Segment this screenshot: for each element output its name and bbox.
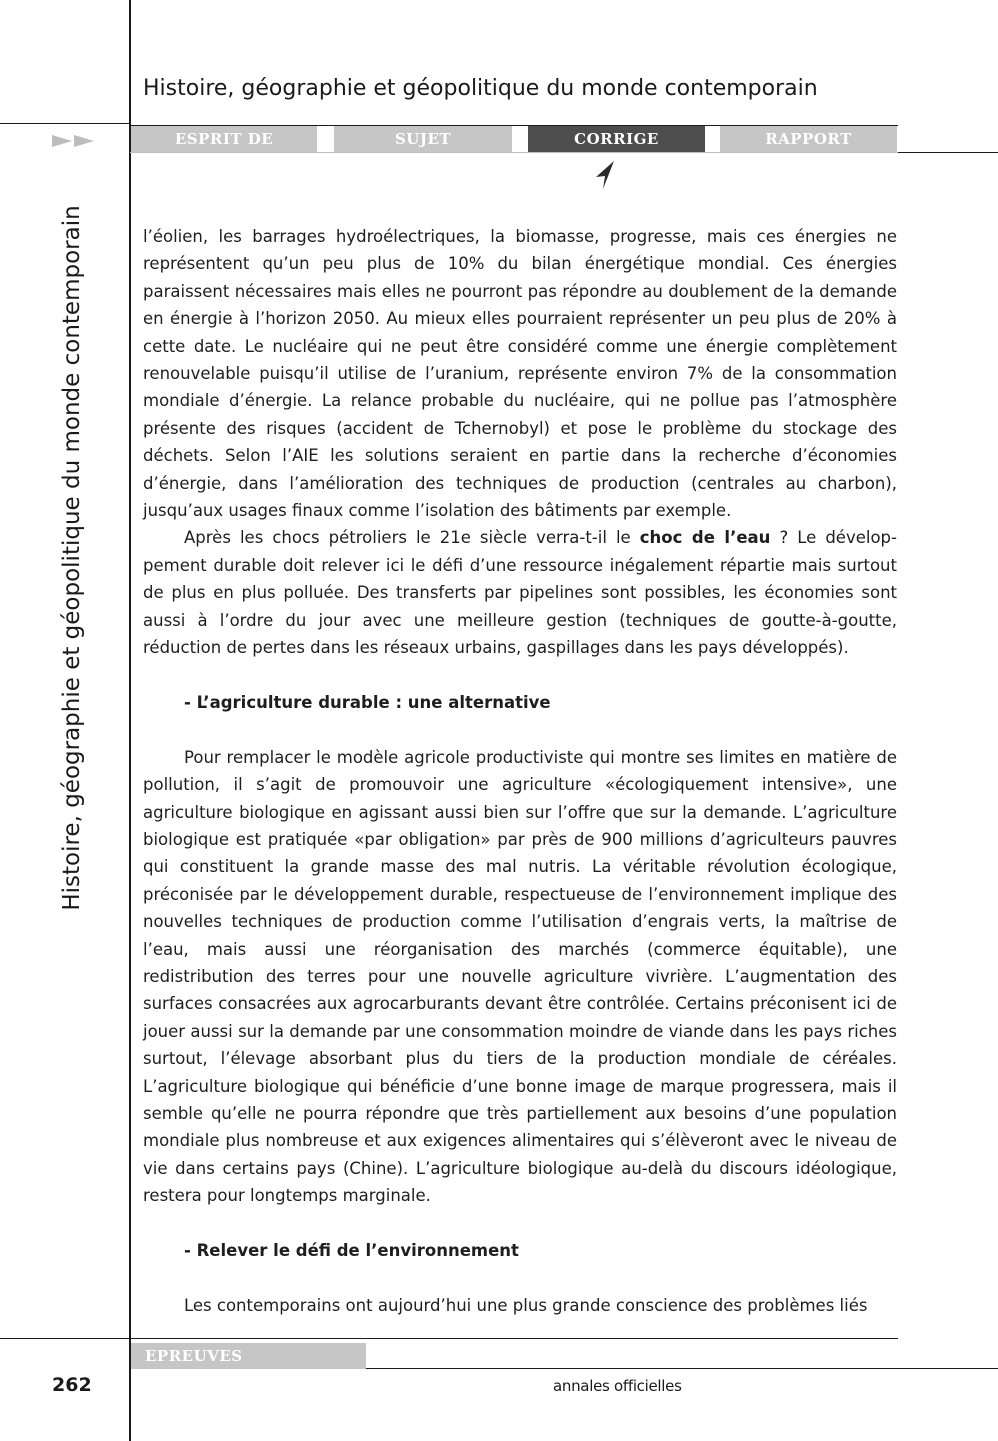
double-arrow-icon <box>52 133 96 153</box>
section-heading-agriculture: - L’agriculture durable : une alternative <box>184 692 551 712</box>
publication-name: annales officielles <box>553 1377 682 1395</box>
bold-choc-eau: choc de l’eau <box>639 528 771 548</box>
cursor-arrow-icon <box>592 161 618 195</box>
paragraph-eau-text-start: Après les chocs pétroliers le 21e siècle verra-t-il le <box>184 528 640 548</box>
paragraph-energies: l’éolien, les barrages hydroélectriques, la biomasse, progresse, mais ces énergies ne représentent qu’un peu plus de 10% du bilan énergétique mondial. Ces énergies paraissent nécessaires mais elles ne pourront pas répondre au doublement de la demande en énergie à l’horizon 2050. Au mieux elles pourraient représenter un peu plus de 20% à cette date. Le nucléaire qui ne peut être considéré comme une énergie complètement renouvelable puisqu’il utilise de l’uranium, représente environ 7% de la consommation mondiale d’énergie. La relance probable du nucléaire, qui ne pollue pas l’atmosphère présente des risques (accident de Tchernobyl) et pose le problème du stockage des déchets. Selon l’AIE les solutions seraient en partie dans la recherche d’économies d’énergie, dans l’amélioration des techniques de production (centrales au charbon), jusqu’aux usages finaux comme l’isolation des bâtiments par exemple. <box>143 227 897 521</box>
page-number: 262 <box>52 1374 92 1396</box>
tab-esprit-epreuve[interactable]: ESPRIT DE L’EPREUVE <box>131 126 317 152</box>
paragraph-agriculture: Pour remplacer le modèle agricole productiviste qui montre ses limites en matière de pollution, il s’agit de promouvoir une agriculture «écologiquement intensive», une agriculture biologique en agissant aussi bien sur l’offre que sur la demande. L’agriculture biologique est pratiquée «par obligation» par près de 900 millions d’agriculteurs pauvres qui constituent la grande masse des mal nutris. La véritable révolution écologique, préconisée par le développement durable, respectueuse de l’environnement implique des nouvelles techniques de production comme l’utilisation d’engrais verts, la maîtrise de l’eau, mais aussi une réorganisation des marchés (commerce équitable), une redistribution des terres pour une nouvelle agriculture vivrière. L’augmentation des surfaces consacrées aux agrocarburants devant être contrôlée. Certains préconisent ici de jouer aussi sur la demande par une consommation moindre de viande dans les pays riches surtout, l’élevage absorbant plus du tiers de la production mondiale de céréales. L’agriculture biologique qui bénéficie d’une bonne image de marque progressera, mais il semble qu’elle ne pourra répondre que très partiellement aux besoins d’une population mondiale plus nombreuse et aux exigences alimentaires qui s’élèveront avec le niveau de vie dans certains pays (Chine). L’agriculture biologique au-delà du discours idéologique, restera pour longtemps marginale. <box>143 747 897 1206</box>
section-label: EPREUVES SPECIFIQUES <box>131 1343 366 1369</box>
footer-rule <box>0 1338 898 1339</box>
footer-rule-lower <box>366 1368 998 1369</box>
header-rule <box>0 123 130 124</box>
sidebar-title: Histoire, géographie et géopolitique du monde contemporain <box>59 205 85 911</box>
paragraph-eau <box>143 524 897 661</box>
header-rule-right <box>898 152 998 153</box>
margin-vertical-rule <box>129 0 131 1441</box>
tab-corrige[interactable]: CORRIGE <box>528 126 705 152</box>
tab-rapport[interactable]: RAPPORT <box>720 126 897 152</box>
tab-sujet[interactable]: SUJET <box>334 126 512 152</box>
section-heading-environnement: - Relever le défi de l’environnement <box>184 1240 519 1260</box>
book-title: Histoire, géographie et géopolitique du monde contemporain <box>143 76 818 101</box>
paragraph-eau-text-end: ? Le développement durable doit relever ici le défi d’une ressource inégalement répartie mais surtout de plus en plus polluée. Des transferts par pipelines sont possibles, les économies sont aussi à l’ordre du jour avec une meilleure gestion (techniques de goutte-à-goutte, réduction de pertes dans les réseaux urbains, gaspillages dans les pays développés). <box>143 528 897 658</box>
paragraph-contemporains: Les contemporains ont aujourd’hui une plus grande conscience des problèmes liés <box>184 1295 868 1315</box>
main-text <box>143 223 897 1319</box>
